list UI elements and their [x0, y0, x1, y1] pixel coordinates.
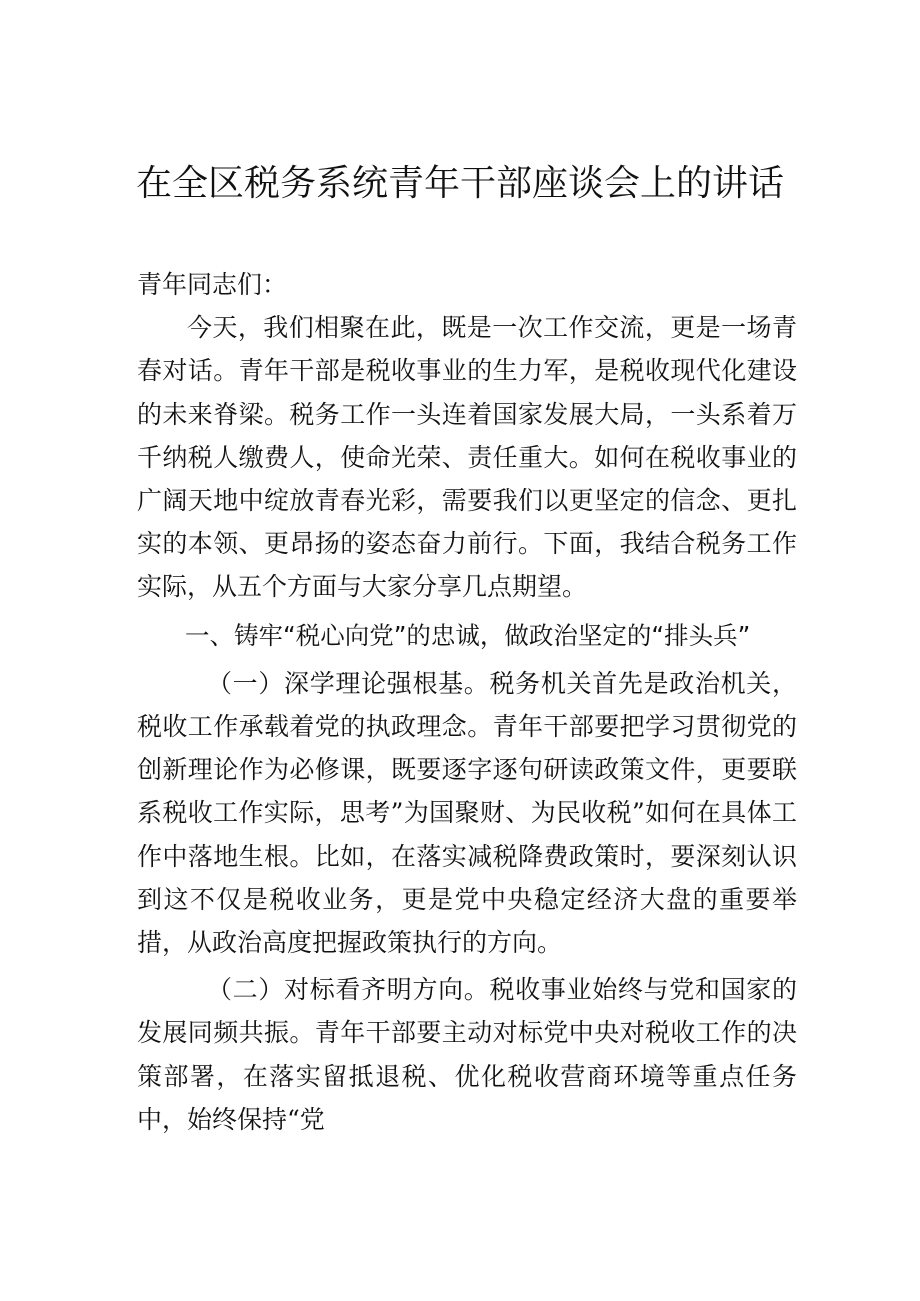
intro-paragraph: 今天，我们相聚在此，既是一次工作交流，更是一场青春对话。青年干部是税收事业的生力军，是税收现代化建设的未来脊梁。税务工作一头连着国家发展大局，一头系着万千纳税人缴费人，使命光荣、责任重大。如何在税收事业的广阔天地中绽放青春光彩，需要我们以更坚定的信念、更扎实的本领、更昂扬的姿态奋力前行。下面，我结合税务工作实际，从五个方面与大家分享几点期望。 — [137, 313, 797, 602]
section-heading: 一、铸牢“税心向党”的忠诚，做政治坚定的“排头兵” — [185, 620, 751, 650]
salutation: 青年同志们： — [137, 270, 288, 299]
subsection-paragraph-2: （二）对标看齐明方向。税收事业始终与党和国家的发展同频共振。青年干部要主动对标党中央对税收工作的决策部署，在落实留抵退税、优化税收营商环境等重点任务中，始终保持“党 — [137, 975, 797, 1134]
document-body — [137, 263, 797, 1141]
subsection-paragraph-1: （一）深学理论强根基。税务机关首先是政治机关，税收工作承载着党的执政理念。青年干部要把学习贯彻党的创新理论作为必修课，既要逐字逐句研读政策文件，更要联系税收工作实际，思考”为国聚财、为民收税”如何在具体工作中落地生根。比如，在落实减税降费政策时，要深刻认识到这不仅是税收业务，更是党中央稳定经济大盘的重要举措，从政治高度把握政策执行的方向。 — [137, 668, 797, 958]
document-title: 在全区税务系统青年干部座谈会上的讲话 — [135, 163, 784, 204]
